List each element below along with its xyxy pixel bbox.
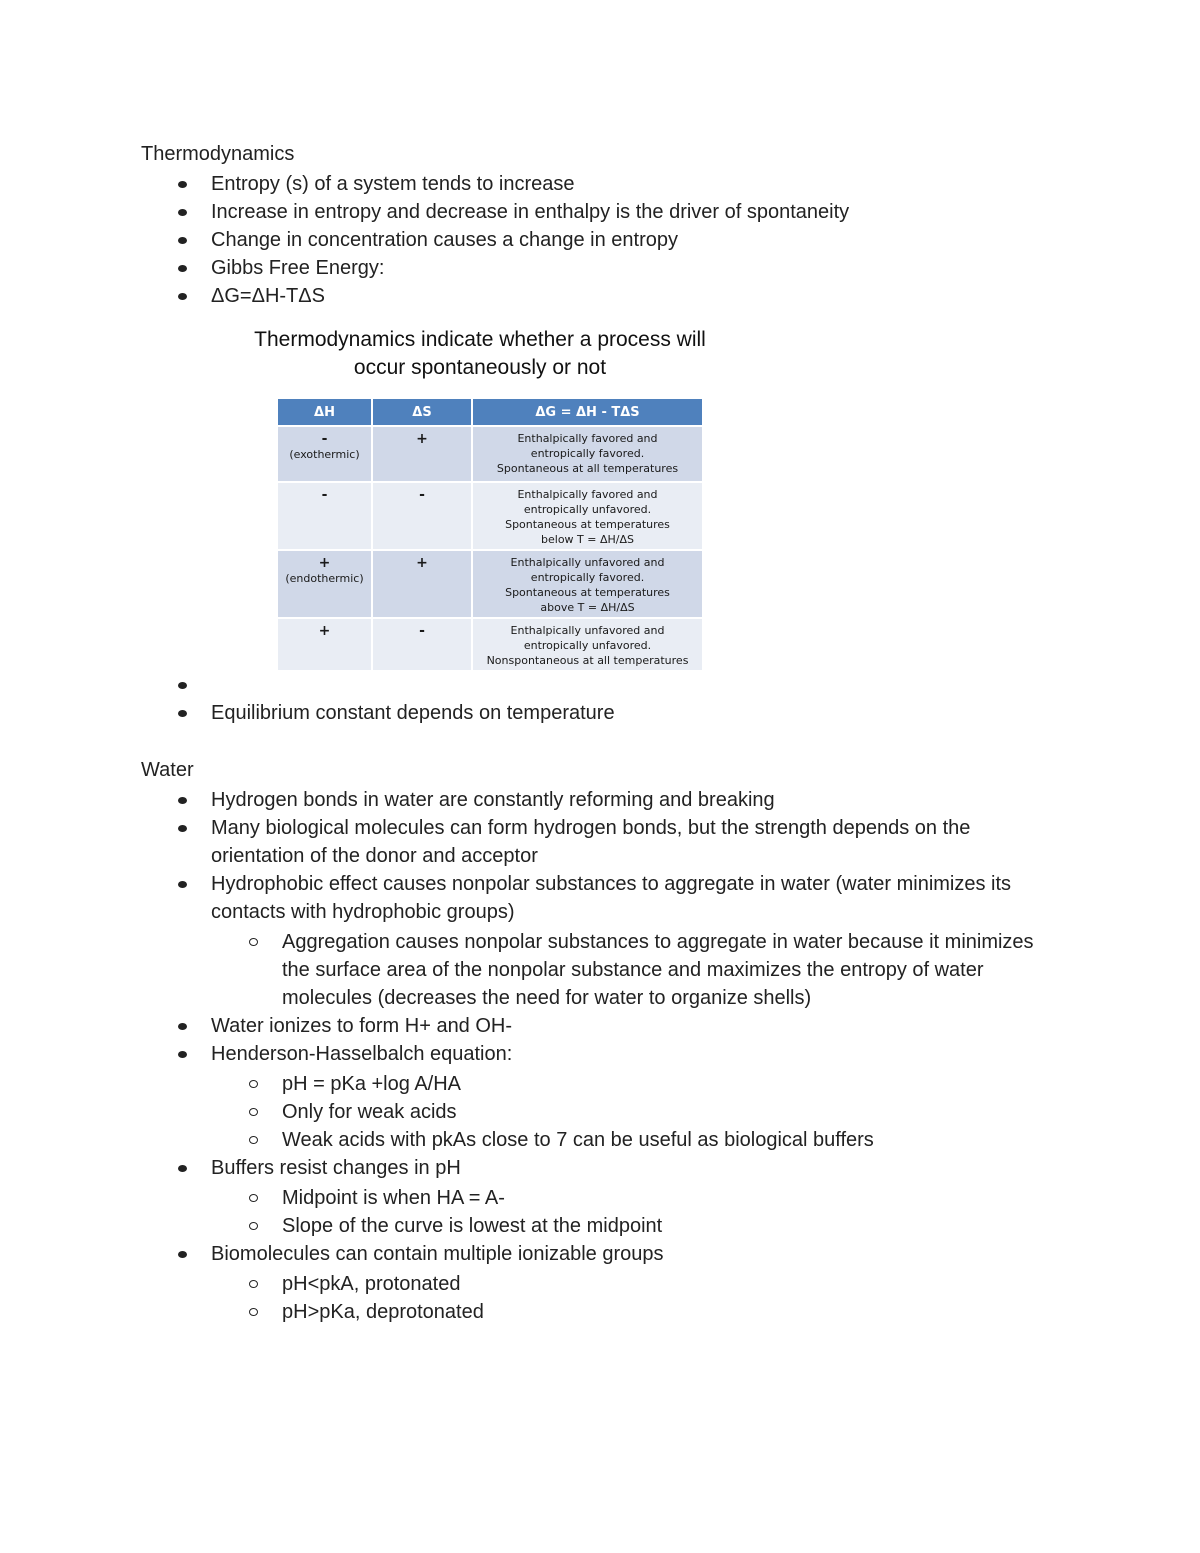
dh-sign: + xyxy=(318,623,331,639)
sub-list-item: Midpoint is when HA = A- xyxy=(0,1184,1200,1212)
table-header-row xyxy=(278,399,702,426)
list-item: Henderson-Hasselbalch equation: xyxy=(0,1040,1200,1068)
cell-dg xyxy=(472,482,702,550)
dh-sign: - xyxy=(321,431,328,447)
dg-line: entropically favored. xyxy=(530,571,645,584)
list-item: Gibbs Free Energy: xyxy=(0,254,1200,282)
list-item: Water ionizes to form H+ and OH- xyxy=(0,1012,1200,1040)
list-item: Biomolecules can contain multiple ionizable groups xyxy=(0,1240,1200,1268)
thermodynamics-bullet-list-continued xyxy=(0,671,1200,727)
cell-dg xyxy=(472,618,702,670)
table-row xyxy=(278,426,702,482)
cell-dh xyxy=(278,618,372,670)
dh-note: (endothermic) xyxy=(285,572,364,585)
dg-line: entropically unfavored. xyxy=(523,639,652,652)
water-bullet-list xyxy=(0,786,1200,1326)
cell-ds: + xyxy=(372,426,472,482)
cell-ds: - xyxy=(372,482,472,550)
list-item: Increase in entropy and decrease in enthalpy is the driver of spontaneity xyxy=(0,198,1200,226)
dg-line: below T = ΔH/ΔS xyxy=(541,533,634,546)
dg-line: Nonspontaneous at all temperatures xyxy=(486,654,689,667)
cell-dh xyxy=(278,550,372,618)
list-item: Change in concentration causes a change in entropy xyxy=(0,226,1200,254)
sub-list-item: pH = pKa +log A/HA xyxy=(0,1070,1200,1098)
dh-sign: + xyxy=(318,555,331,571)
sub-list-item: Aggregation causes nonpolar substances to aggregate in water because it minimizes the surface area of the nonpolar substance and maximizes the entropy of water molecules (decreases the need for water to organize shells) xyxy=(0,928,1200,1012)
column-header-ds: ΔS xyxy=(372,399,472,426)
dg-line: Enthalpically unfavored and xyxy=(510,624,665,637)
list-item: ΔG=ΔH-TΔS xyxy=(0,282,1200,310)
table-row xyxy=(278,618,702,670)
cell-dh xyxy=(278,426,372,482)
list-item: Entropy (s) of a system tends to increase xyxy=(0,170,1200,198)
column-header-dg: ΔG = ΔH - TΔS xyxy=(472,399,702,426)
list-item: Buffers resist changes in pH xyxy=(0,1154,1200,1182)
dg-line: Enthalpically favored and xyxy=(517,488,658,501)
section-heading-water: Water xyxy=(141,759,194,781)
sub-list-item: pH<pkA, protonated xyxy=(0,1270,1200,1298)
sub-list-item: pH>pKa, deprotonated xyxy=(0,1298,1200,1326)
list-item: Hydrophobic effect causes nonpolar substances to aggregate in water (water minimizes its contacts with hydrophobic groups) xyxy=(0,870,1200,926)
dg-line: Spontaneous at temperatures xyxy=(505,518,670,531)
cell-dh xyxy=(278,482,372,550)
section-heading-thermodynamics: Thermodynamics xyxy=(141,143,295,165)
dg-line: Spontaneous at temperatures xyxy=(505,586,670,599)
dh-note: (exothermic) xyxy=(289,448,360,461)
table-row xyxy=(278,550,702,618)
dh-sign: - xyxy=(321,487,328,503)
dg-line: entropically favored. xyxy=(530,447,645,460)
table-row xyxy=(278,482,702,550)
thermodynamics-bullet-list xyxy=(0,170,1200,310)
list-item-empty xyxy=(0,671,1200,699)
figure-title-line: occur spontaneously or not xyxy=(353,356,607,379)
dg-line: Spontaneous at all temperatures xyxy=(496,462,679,475)
dg-line: Enthalpically unfavored and xyxy=(510,556,665,569)
thermodynamics-figure xyxy=(210,320,750,674)
list-item: Hydrogen bonds in water are constantly reforming and breaking xyxy=(0,786,1200,814)
thermodynamics-table xyxy=(278,399,702,670)
cell-ds: + xyxy=(372,550,472,618)
column-header-dh: ΔH xyxy=(278,399,372,426)
dg-line: entropically unfavored. xyxy=(523,503,652,516)
cell-dg xyxy=(472,426,702,482)
list-item: Equilibrium constant depends on temperature xyxy=(0,699,1200,727)
cell-ds: - xyxy=(372,618,472,670)
dg-line: above T = ΔH/ΔS xyxy=(540,601,635,614)
figure-title-line: Thermodynamics indicate whether a process will xyxy=(254,328,706,351)
cell-dg xyxy=(472,550,702,618)
figure-title xyxy=(210,326,750,382)
dg-line: Enthalpically favored and xyxy=(517,432,658,445)
list-item: Many biological molecules can form hydrogen bonds, but the strength depends on the orientation of the donor and acceptor xyxy=(0,814,1200,870)
sub-list-item: Only for weak acids xyxy=(0,1098,1200,1126)
sub-list-item: Weak acids with pkAs close to 7 can be useful as biological buffers xyxy=(0,1126,1200,1154)
sub-list-item: Slope of the curve is lowest at the midpoint xyxy=(0,1212,1200,1240)
